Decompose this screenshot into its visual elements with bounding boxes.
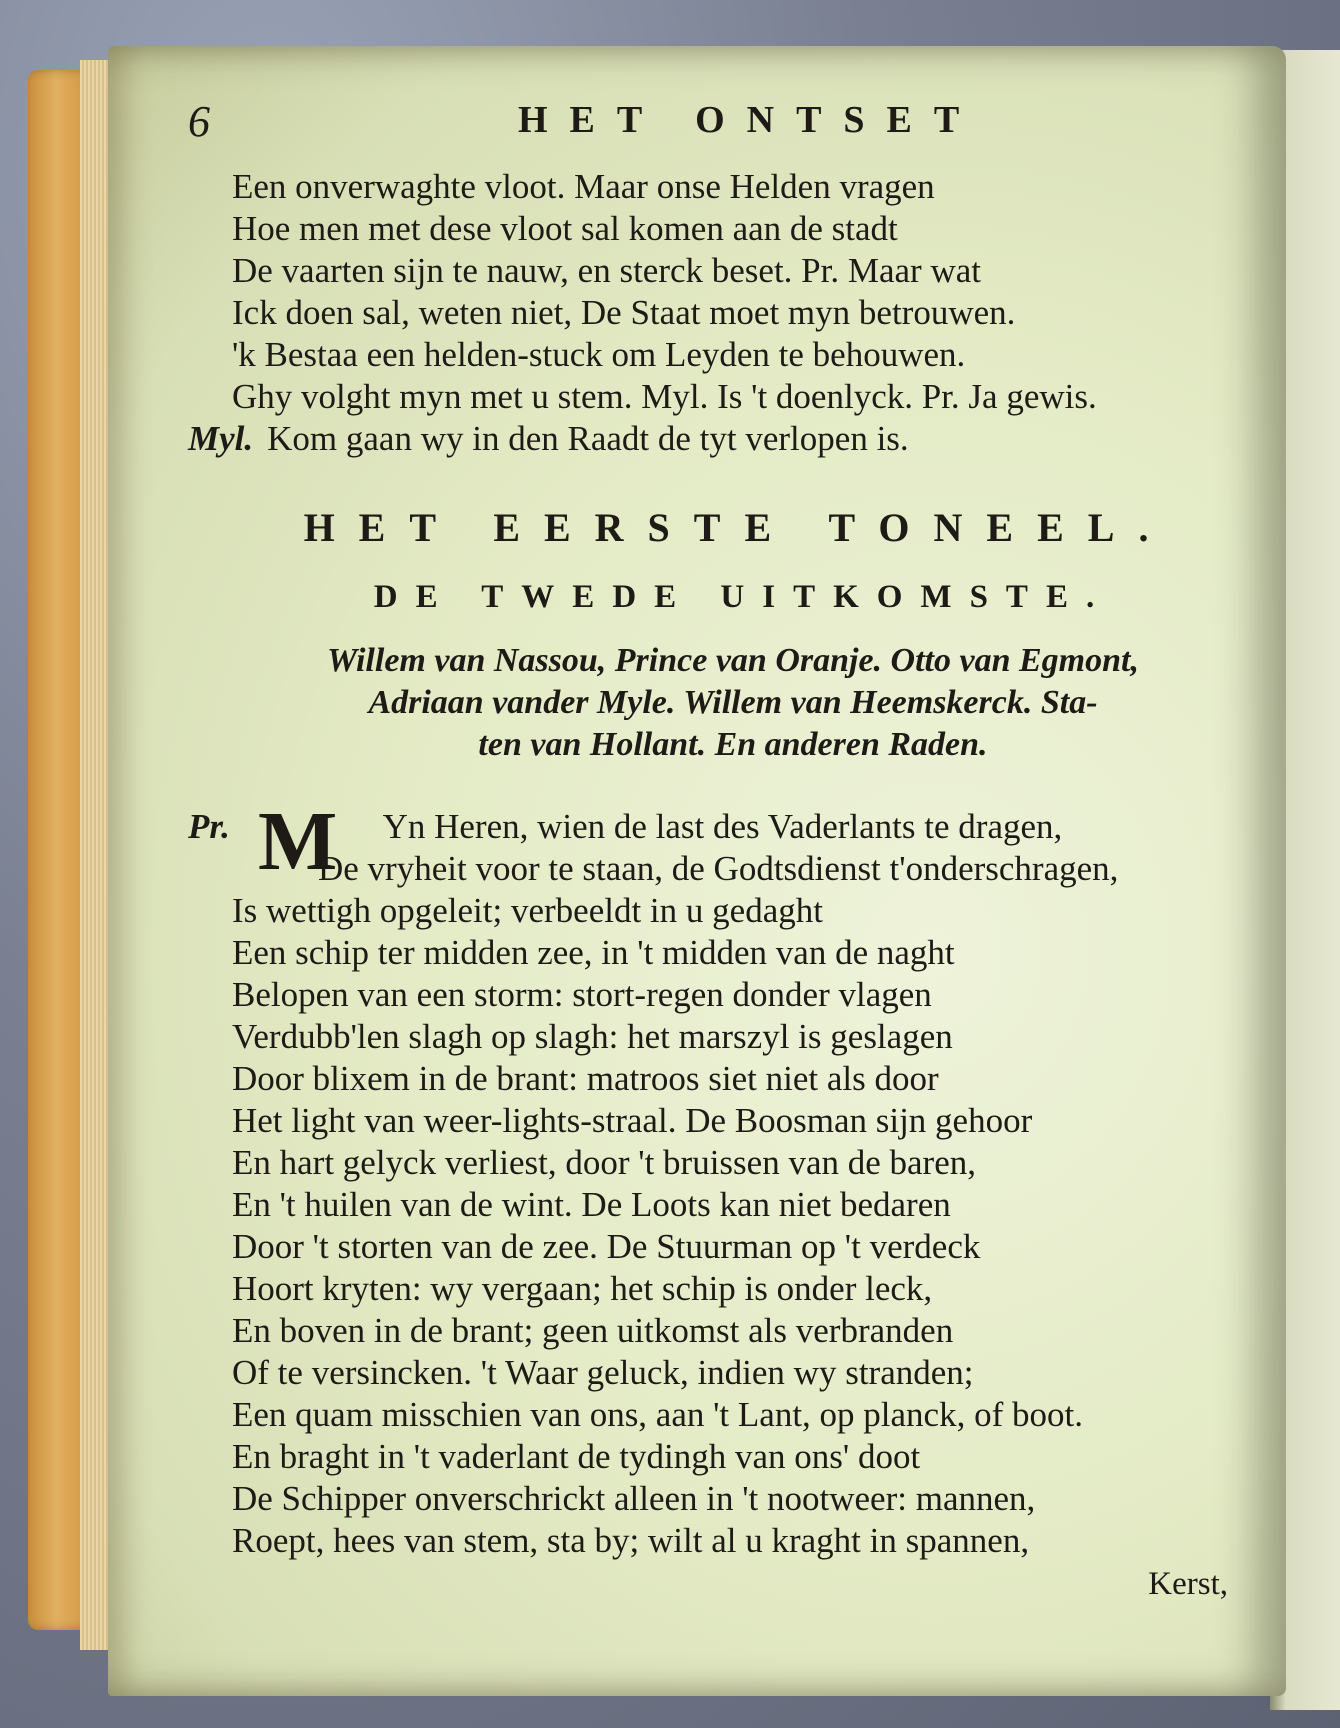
cast-list [228, 640, 1238, 766]
verse-line: Ghy volght myn met u stem. Myl. Is 't doenlyck. Pr. Ja gewis. [232, 377, 1097, 416]
verse-line: Ick doen sal, weten niet, De Staat moet myn betrouwen. [232, 293, 1016, 332]
book-page [108, 46, 1286, 1696]
verse-line: Is wettigh opgeleit; verbeeldt in u gedaght [232, 891, 823, 930]
scene-subtitle: DE TWEDE UITKOMSTE. [373, 579, 1113, 615]
verse-line: Of te versincken. 't Waar geluck, indien wy stranden; [232, 1353, 974, 1392]
drop-cap: M [258, 795, 338, 888]
text-block [188, 86, 1238, 1603]
cast-line: Adriaan vander Myle. Willem van Heemskerck. Sta- [368, 684, 1098, 721]
verse-line: En hart gelyck verliest, door 't bruissen van de baren, [232, 1143, 976, 1182]
cast-line: ten van Hollant. En anderen Raden. [478, 726, 988, 763]
verse-line: Belopen van een storm: stort-regen donder vlagen [232, 975, 932, 1014]
page-number: 6 [188, 97, 210, 146]
cast-line: Willem van Nassou, Prince van Oranje. Otto van Egmont, [327, 642, 1139, 679]
verse-line: En boven in de brant; geen uitkomst als verbranden [232, 1311, 954, 1350]
verse-line: De vryheit voor te staan, de Godtsdienst t'onderschragen, [318, 849, 1119, 888]
verse-line: De Schipper onverschrickt alleen in 't nootweer: mannen, [232, 1479, 1036, 1518]
verse-line: Verdubb'len slagh op slagh: het marszyl is geslagen [232, 1017, 953, 1056]
verse-line: 'k Bestaa een helden-stuck om Leyden te behouwen. [232, 335, 966, 374]
verse-line: En 't huilen van de wint. De Loots kan niet bedaren [232, 1185, 951, 1224]
speaker-label: Pr. [188, 807, 230, 846]
main-speech [188, 795, 1238, 1603]
verse-line: En braght in 't vaderlant de tydingh van ons' doot [232, 1437, 921, 1476]
first-verse-line: Pr. M Yn Heren, wien de last des Vaderlants te dragen, [188, 795, 1063, 888]
catchword: Kerst, [1148, 1566, 1228, 1602]
verse-line: Door blixem in de brant: matroos siet niet als door [232, 1059, 939, 1098]
verse-line: Roept, hees van stem, sta by; wilt al u kraght in spannen, [232, 1521, 1030, 1560]
verse-line: Een onverwaghte vloot. Maar onse Helden vragen [232, 167, 935, 206]
speaker-label: Myl. [188, 419, 254, 458]
opening-verse [188, 166, 1238, 460]
verse-line: De vaarten sijn te nauw, en sterck beset. Pr. Maar wat [232, 251, 981, 290]
running-head: HET ONTSET [518, 99, 982, 141]
verse-line: Hoort kryten: wy vergaan; het schip is onder leck, [232, 1269, 933, 1308]
scene-title: HET EERSTE TONEEL. [303, 505, 1173, 550]
verse-line: Hoe men met dese vloot sal komen aan de stadt [232, 209, 898, 248]
page-header [188, 86, 1238, 166]
verse-line: Door 't storten van de zee. De Stuurman op 't verdeck [232, 1227, 981, 1266]
verse-line: Het light van weer-lights-straal. De Boosman sijn gehoor [232, 1101, 1033, 1140]
verse-line: Myl. Kom gaan wy in den Raadt de tyt verlopen is. [188, 419, 909, 458]
verse-line: Een quam misschien van ons, aan 't Lant, op planck, of boot. [232, 1395, 1083, 1434]
verse-line: Een schip ter midden zee, in 't midden van de naght [232, 933, 955, 972]
